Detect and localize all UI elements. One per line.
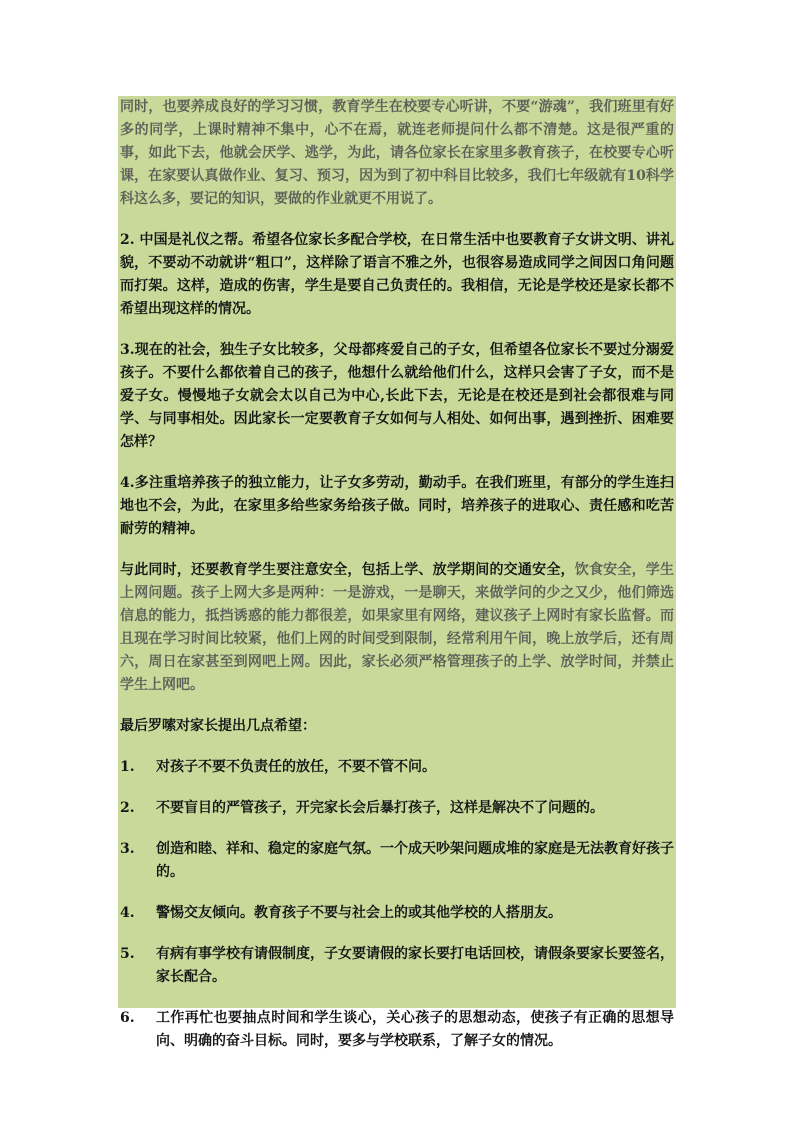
list-item-number: 4. <box>120 905 135 921</box>
list-item-number: 2. <box>120 800 135 816</box>
paragraph-safety-part2: 饮食安全，学生上网问题。孩子上网大多是两种：一是游戏，一是聊天，来做学问的少之又少，他们筛选信息的能力，抵挡诱惑的能力都很差，如果家里有网络，建议孩子上网时有家长监督。而且现在学习时间比较紧，他们上网的时间受到限制，经常利用午间，晚上放学后，还有周六，周日在家甚至到网吧上网。因此，家长必须严格管理孩子的上学、放学时间，并禁止学生上网吧。 <box>120 562 675 693</box>
document-panel <box>118 96 676 1049</box>
list-item-text: 不要盲目的严管孩子，开完家长会后暴打孩子，这样是解决不了问题的。 <box>156 800 604 816</box>
list-item <box>120 943 674 989</box>
list-item <box>120 797 674 820</box>
paragraph-etiquette: 2. 中国是礼仪之帮。希望各位家长多配合学校，在日常生活中也要教育子女讲文明、讲礼貌，不要动不动就讲“粗口”，这样除了语言不雅之外，也很容易造成同学之间因口角问题而打架。这样，造成的伤害，学生是要自己负责任的。我相信，无论是学校还是家长都不希望出现这样的情况。 <box>120 232 674 317</box>
list-item <box>120 902 674 925</box>
list-item-text: 对孩子不要不负责任的放任，不要不管不问。 <box>156 759 436 775</box>
paragraph-independence: 4.多注重培养孩子的独立能力，让子女多劳动，勤动手。在我们班里，有部分的学生连扫地也不会，为此，在家里多给些家务给孩子做。同时，培养孩子的进取心、责任感和吃苦耐劳的精神。 <box>120 475 674 537</box>
list-item-number: 6. <box>120 1010 135 1026</box>
list-item-text: 创造和睦、祥和、稳定的家庭气氛。一个成天吵架问题成堆的家庭是无法教育好孩子的。 <box>156 841 674 880</box>
paragraph-study-habits: 同时，也要养成良好的学习习惯，教育学生在校要专心听讲，不要“游魂”，我们班里有好多的同学，上课时精神不集中，心不在焉，就连老师提问什么都不清楚。这是很严重的事，如此下去，他就会厌学、逃学，为此，请各位家长在家里多教育孩子，在校要专心听课，在家要认真做作业、复习、预习，因为到了初中科目比较多，我们七年级就有10科学科这么多，要记的知识，要做的作业就更不用说了。 <box>120 99 674 207</box>
list-item-number: 5. <box>120 946 135 962</box>
list-item-text: 工作再忙也要抽点时间和学生谈心，关心孩子的思想动态，使孩子有正确的思想导向、明确的奋斗目标。同时，要多与学校联系，了解子女的情况。 <box>156 1010 674 1049</box>
paragraph-spoiling: 3.现在的社会，独生子女比较多，父母都疼爱自己的子女，但希望各位家长不要过分溺爱孩子。不要什么都依着自己的孩子，他想什么就给他们什么，这样只会害了子女，而不是爱子女。慢慢地子女就会太以自己为中心,长此下去，无论是在校还是到社会都很难与同学、与同事相处。因此家长一定要教育子女如何与人相处、如何出事，遇到挫折、困难要怎样？ <box>120 342 674 450</box>
list-item <box>120 1007 674 1053</box>
list-item <box>120 756 674 779</box>
paragraph-safety <box>120 559 674 697</box>
list-item-number: 1. <box>120 759 135 775</box>
paragraph-hopes-intro: 最后罗嗦对家长提出几点希望： <box>120 718 316 734</box>
paragraph-safety-part1: 与此同时，还要教育学生要注意安全，包括上学、放学期间的交通安全， <box>120 562 575 578</box>
list-item <box>120 838 674 884</box>
list-item-text: 警惕交友倾向。教育孩子不要与社会上的或其他学校的人搭朋友。 <box>156 905 562 921</box>
list-item-text: 有病有事学校有请假制度，子女要请假的家长要打电话回校，请假条要家长要签名，家长配合。 <box>156 946 674 985</box>
list-item-number: 3. <box>120 841 135 857</box>
